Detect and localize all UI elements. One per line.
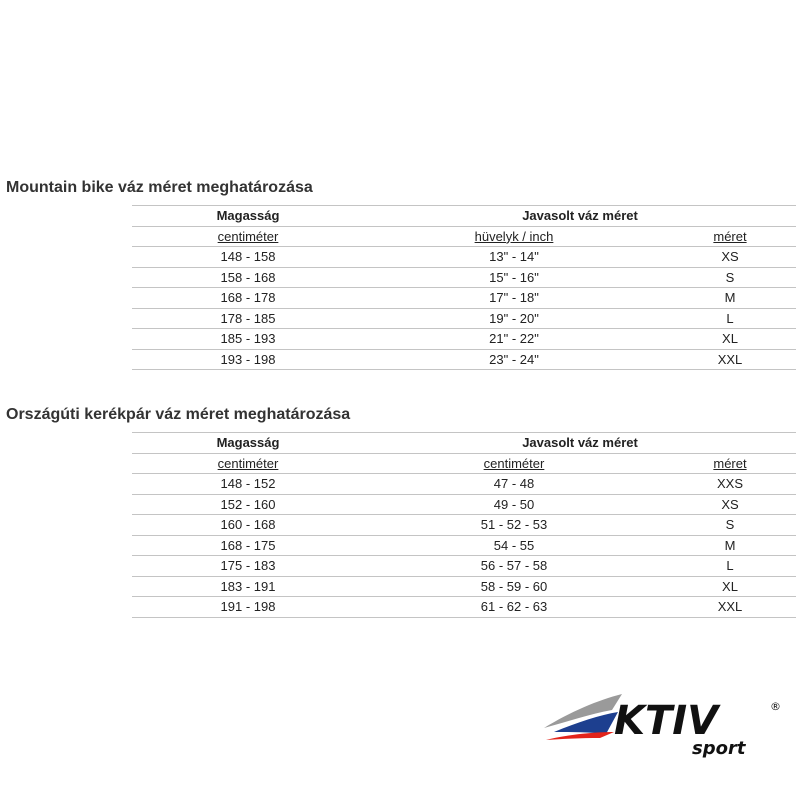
frame-size-cell: 58 - 59 - 60 [364, 576, 664, 597]
table-row [132, 494, 796, 515]
table-row [132, 515, 796, 536]
size-cell: XXL [664, 349, 796, 370]
height-cell: 178 - 185 [132, 308, 364, 329]
size-cell: L [664, 308, 796, 329]
mtb-size-table [132, 205, 796, 370]
table-row [132, 308, 796, 329]
road-table-body [132, 433, 796, 618]
mtb-subheader-size-label: méret [713, 228, 747, 244]
height-cell: 183 - 191 [132, 576, 364, 597]
aktiv-logo-graphic [540, 688, 790, 760]
size-cell: S [664, 267, 796, 288]
frame-size-cell: 61 - 62 - 63 [364, 597, 664, 618]
height-cell: 148 - 158 [132, 247, 364, 268]
logo-sport-text: sport [692, 738, 746, 759]
table-row [132, 349, 796, 370]
mtb-header-recommended: Javasolt váz méret [364, 206, 796, 227]
frame-size-cell: 47 - 48 [364, 474, 664, 495]
table-row [132, 267, 796, 288]
road-subheader-height-unit: centiméter [217, 455, 279, 471]
table-row [132, 474, 796, 495]
road-subheader-frame-unit: centiméter [483, 455, 545, 471]
height-cell: 175 - 183 [132, 556, 364, 577]
logo-brand-text: KTIV [614, 698, 719, 744]
size-cell: XL [664, 576, 796, 597]
mtb-title: Mountain bike váz méret meghatározása [6, 179, 313, 196]
mtb-table-body [132, 206, 796, 370]
frame-size-cell: 19" - 20" [364, 308, 664, 329]
road-header-row [132, 433, 796, 454]
mtb-header-height: Magasság [132, 206, 364, 227]
table-row [132, 288, 796, 309]
size-cell: M [664, 288, 796, 309]
height-cell: 168 - 178 [132, 288, 364, 309]
height-cell: 168 - 175 [132, 535, 364, 556]
frame-size-cell: 51 - 52 - 53 [364, 515, 664, 536]
frame-size-cell: 21" - 22" [364, 329, 664, 350]
mtb-subheader-frame-unit: hüvelyk / inch [474, 228, 554, 244]
frame-size-cell: 56 - 57 - 58 [364, 556, 664, 577]
size-cell: S [664, 515, 796, 536]
table-row [132, 329, 796, 350]
frame-size-cell: 54 - 55 [364, 535, 664, 556]
height-cell: 185 - 193 [132, 329, 364, 350]
road-title: Országúti kerékpár váz méret meghatározása [6, 406, 351, 423]
mtb-header-row [132, 206, 796, 227]
height-cell: 191 - 198 [132, 597, 364, 618]
height-cell: 193 - 198 [132, 349, 364, 370]
table-row [132, 576, 796, 597]
size-cell: XL [664, 329, 796, 350]
logo-registered-mark: ® [770, 700, 781, 713]
frame-size-cell: 13" - 14" [364, 247, 664, 268]
table-row [132, 597, 796, 618]
frame-size-cell: 49 - 50 [364, 494, 664, 515]
height-cell: 148 - 152 [132, 474, 364, 495]
frame-size-cell: 15" - 16" [364, 267, 664, 288]
height-cell: 152 - 160 [132, 494, 364, 515]
size-cell: XS [664, 247, 796, 268]
size-cell: XXL [664, 597, 796, 618]
table-row [132, 556, 796, 577]
mtb-subheader-row [132, 226, 796, 247]
road-header-recommended: Javasolt váz méret [364, 433, 796, 454]
table-row [132, 247, 796, 268]
size-cell: L [664, 556, 796, 577]
mtb-subheader-height-unit: centiméter [217, 228, 279, 244]
frame-size-cell: 23" - 24" [364, 349, 664, 370]
frame-size-cell: 17" - 18" [364, 288, 664, 309]
road-subheader-row [132, 453, 796, 474]
road-header-height: Magasság [132, 433, 364, 454]
aktiv-sport-logo [540, 688, 790, 760]
road-subheader-size-label: méret [713, 455, 747, 471]
table-row [132, 535, 796, 556]
size-cell: XXS [664, 474, 796, 495]
height-cell: 160 - 168 [132, 515, 364, 536]
road-size-table [132, 432, 796, 618]
size-cell: XS [664, 494, 796, 515]
height-cell: 158 - 168 [132, 267, 364, 288]
logo-swoosh-red [546, 732, 614, 740]
size-cell: M [664, 535, 796, 556]
